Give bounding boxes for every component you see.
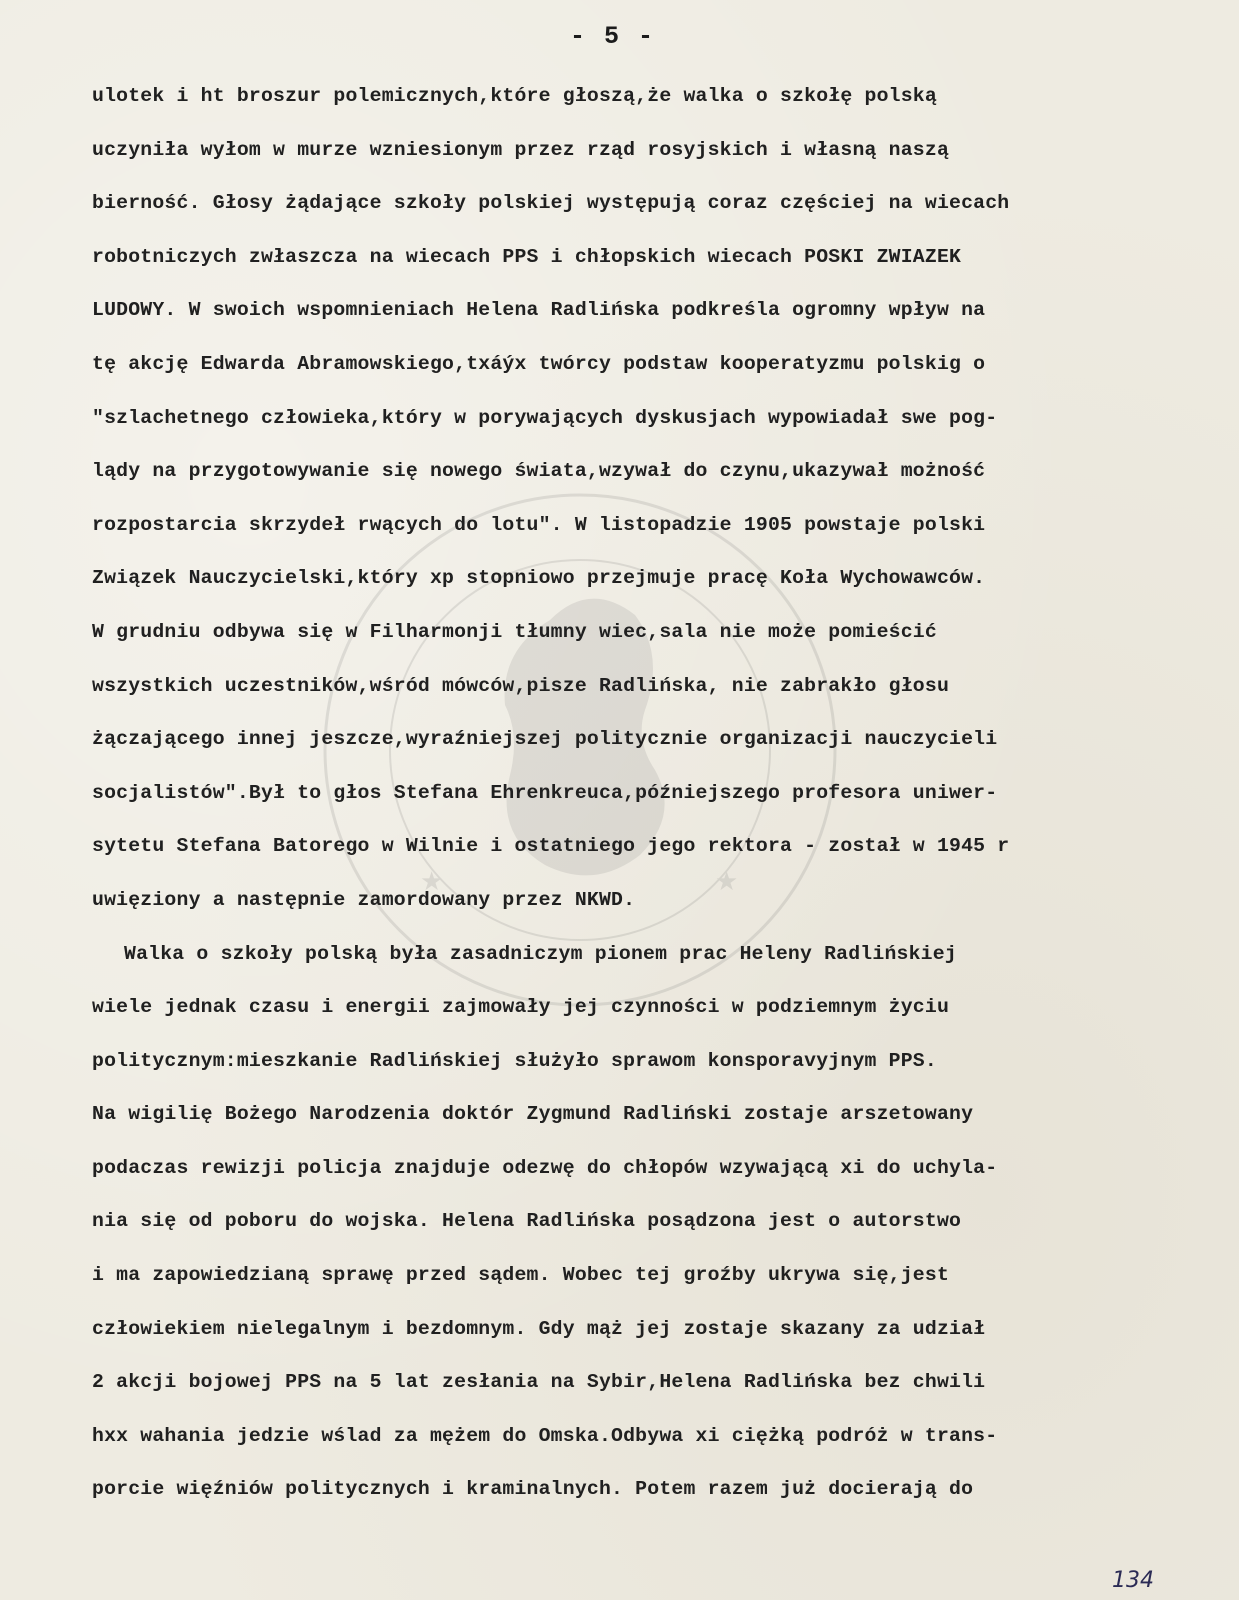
text-line: uwięziony a następnie zamordowany przez NKWD.	[92, 888, 636, 911]
text-line: porcie więźniów politycznych i kraminalnych. Potem razem już docierają do	[92, 1478, 974, 1501]
text-line: lądy na przygotowywanie się nowego świata,wzywał do czynu,ukazywał możność	[92, 460, 986, 483]
text-line-paragraph-start: Walka o szkoły polską była zasadniczym pionem prac Heleny Radlińskiej	[124, 942, 957, 965]
text-line: uczyniła wyłom w murze wzniesionym przez rząd rosyjskich i własną naszą	[92, 138, 950, 161]
text-line: rozpostarcia skrzydeł rwących do lotu". W listopadzie 1905 powstaje polski	[92, 513, 986, 536]
text-line: Na wigilię Bożego Narodzenia doktór Zygmund Radliński zostaje arszetowany	[92, 1103, 974, 1126]
svg-text:★: ★	[420, 867, 444, 897]
text-line: sytetu Stefana Batorego w Wilnie i ostatniego jego rektora - został w 1945 r	[92, 835, 1010, 858]
text-line: żączającego innej jeszcze,wyraźniejszej politycznie organizacji nauczycieli	[92, 728, 998, 751]
text-line: wiele jednak czasu i energii zajmowały jej czynności w podziemnym życiu	[92, 996, 950, 1019]
text-line: 2 akcji bojowej PPS na 5 lat zesłania na Sybir,Helena Radlińska bez chwili	[92, 1371, 986, 1394]
text-line: hxx wahania jedzie wślad za mężem do Omska.Odbywa xi ciężką podróż w trans-	[92, 1424, 998, 1447]
text-line: podaczas rewizji policja znajduje odezwę do chłopów wzywającą xi do uchyla-	[92, 1156, 998, 1179]
text-line: robotniczych zwłaszcza na wiecach PPS i chłopskich wiecach POSKI ZWIAZEK	[92, 245, 962, 268]
text-line: politycznym:mieszkanie Radlińskiej służyło sprawom konsporavyjnym PPS.	[92, 1049, 937, 1072]
text-line: i ma zapowiedzianą sprawę przed sądem. Wobec tej groźby ukrywa się,jest	[92, 1264, 950, 1287]
document-body	[92, 70, 1217, 1517]
text-line: W grudniu odbywa się w Filharmonji tłumny wiec,sala nie może pomieścić	[92, 620, 937, 643]
text-line: "szlachetnego człowieka,który w porywających dyskusjach wypowiadał swe pog-	[92, 406, 998, 429]
text-line: Związek Nauczycielski,który xp stopniowo przejmuje pracę Koła Wychowawców.	[92, 567, 986, 590]
text-line: nia się od poboru do wojska. Helena Radlińska posądzona jest o autorstwo	[92, 1210, 962, 1233]
svg-text:★: ★	[715, 867, 739, 897]
page-number: - 5 -	[570, 22, 656, 51]
text-line: socjalistów".Był to głos Stefana Ehrenkreuca,późniejszego profesora uniwer-	[92, 781, 998, 804]
text-line: człowiekiem nielegalnym i bezdomnym. Gdy mąż jej zostaje skazany za udział	[92, 1317, 986, 1340]
text-line: wszystkich uczestników,wśród mówców,pisze Radlińska, nie zabrakło głosu	[92, 674, 950, 697]
text-line: ulotek i ht broszur polemicznych,które głoszą,że walka o szkołę polską	[92, 85, 937, 107]
text-line: bierność. Głosy żądające szkoły polskiej występują coraz częściej na wiecach	[92, 192, 1010, 215]
text-line: LUDOWY. W swoich wspomnieniach Helena Radlińska podkreśla ogromny wpływ na	[92, 299, 986, 322]
text-line: tę akcję Edwarda Abramowskiego,txáýx twórcy podstaw kooperatyzmu polskig o	[92, 352, 986, 375]
archive-folio-number: 134	[1112, 1568, 1154, 1593]
